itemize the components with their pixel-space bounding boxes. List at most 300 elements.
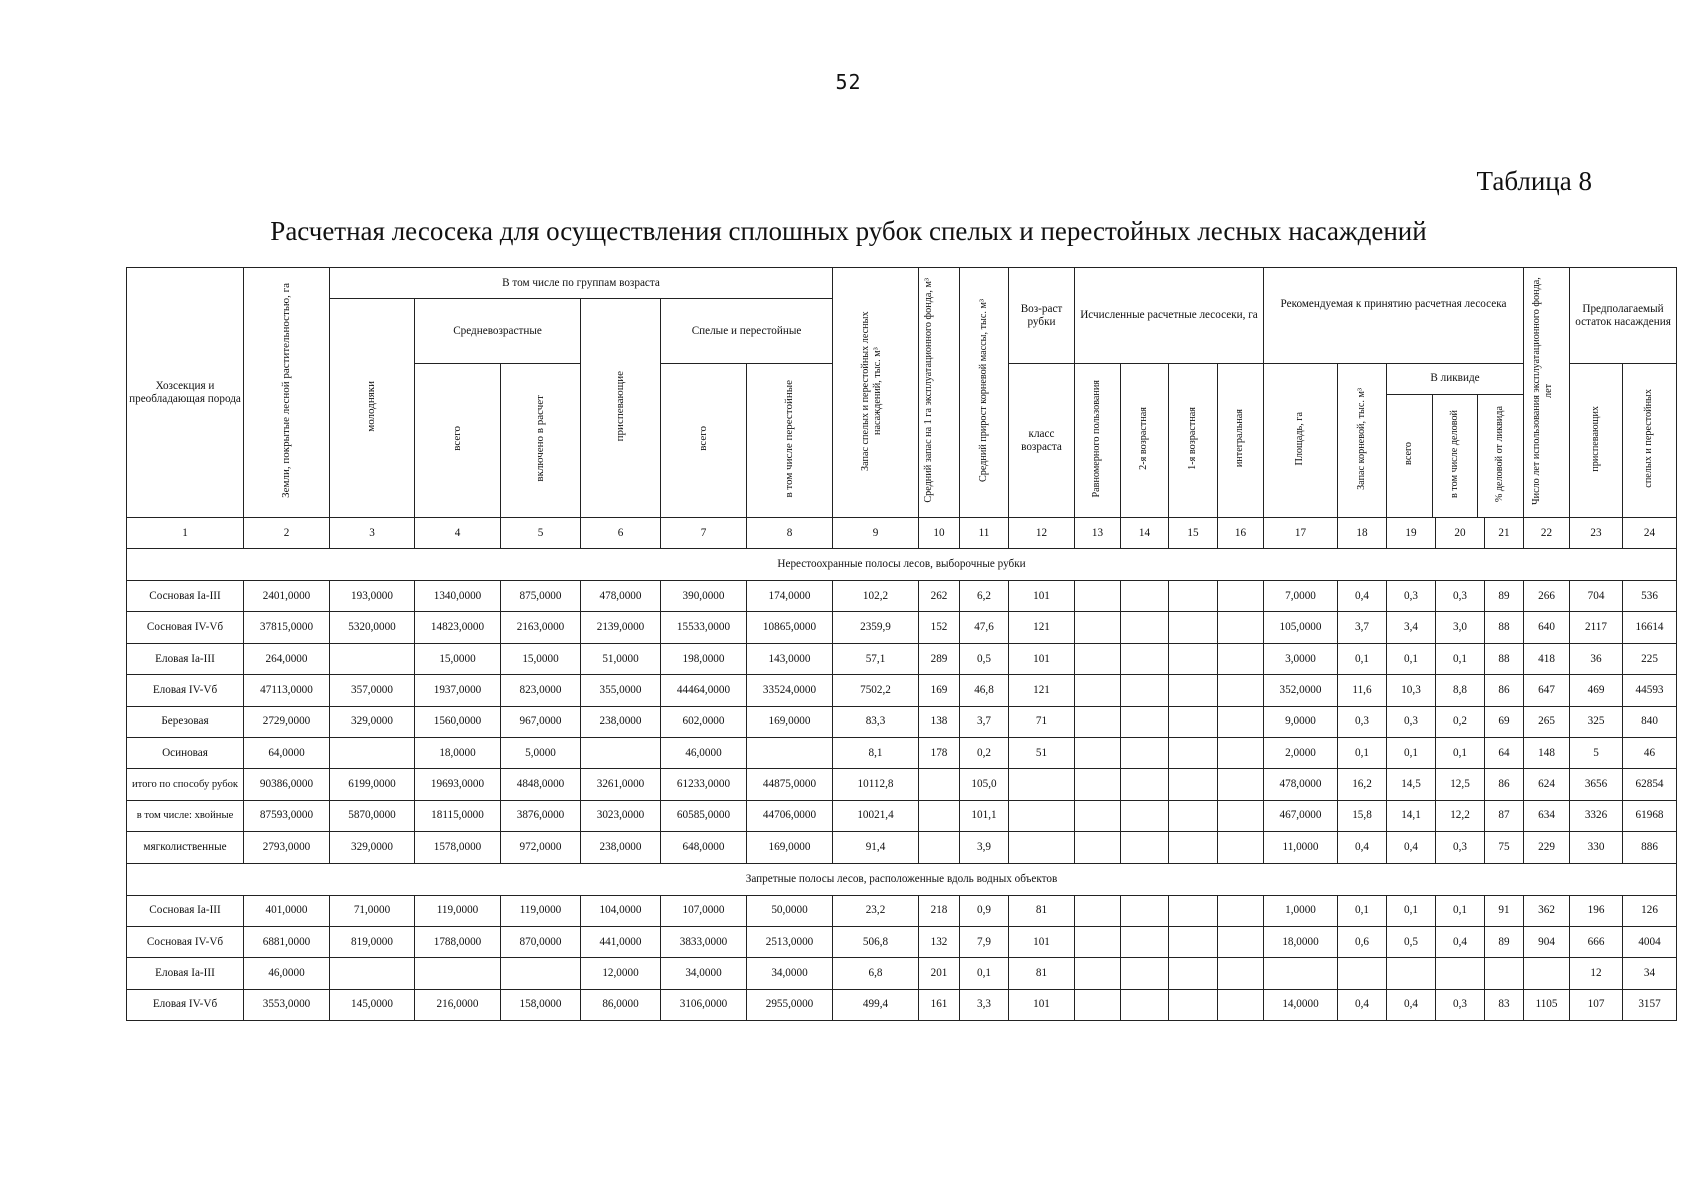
- table-cell: 2117: [1570, 612, 1623, 643]
- table-cell: 143,0000: [747, 643, 833, 674]
- header-young: молодняки: [330, 299, 415, 518]
- table-cell: [1436, 958, 1485, 989]
- table-cell: 14,0000: [1264, 989, 1338, 1020]
- table-cell: 46,0000: [244, 958, 330, 989]
- table-cell: 3023,0000: [581, 800, 661, 831]
- column-number: 17: [1264, 518, 1338, 549]
- table-cell: 101,1: [960, 800, 1009, 831]
- table-cell: 467,0000: [1264, 800, 1338, 831]
- table-cell: [1009, 800, 1075, 831]
- column-number: 16: [1218, 518, 1264, 549]
- table-cell: 3157: [1623, 989, 1677, 1020]
- table-row: [127, 737, 1677, 768]
- table-cell: 81: [1009, 958, 1075, 989]
- table-cell: 86: [1485, 675, 1524, 706]
- table-cell: [1121, 926, 1169, 957]
- table-cell: 14,5: [1387, 769, 1436, 800]
- table-cell: 5870,0000: [330, 800, 415, 831]
- table-cell: 7,9: [960, 926, 1009, 957]
- table-cell: 126: [1623, 895, 1677, 926]
- table-cell: 169,0000: [747, 706, 833, 737]
- table-cell: 602,0000: [661, 706, 747, 737]
- column-number: 1: [127, 518, 244, 549]
- table-cell: 0,1: [1387, 895, 1436, 926]
- table-cell: 174,0000: [747, 581, 833, 612]
- table-cell: 0,4: [1387, 832, 1436, 863]
- table-row: [127, 989, 1677, 1020]
- table-cell: 390,0000: [661, 581, 747, 612]
- table-cell: 666: [1570, 926, 1623, 957]
- header-recommended-cut: Рекомендуемая к принятию расчетная лесосека: [1264, 268, 1524, 364]
- row-label: в том числе: хвойные: [127, 800, 244, 831]
- header-avg-stock: Средний запас на 1 га эксплуатационного фонда, м³: [919, 268, 960, 518]
- table-cell: 5320,0000: [330, 612, 415, 643]
- table-cell: 51: [1009, 737, 1075, 768]
- table-cell: 6881,0000: [244, 926, 330, 957]
- header-business-percent: % деловой от ликвида: [1494, 405, 1506, 502]
- table-cell: 0,5: [960, 643, 1009, 674]
- row-label: Еловая Ia-III: [127, 643, 244, 674]
- table-cell: 238,0000: [581, 706, 661, 737]
- header-area: Площадь, га: [1264, 364, 1338, 518]
- table-cell: 86: [1485, 769, 1524, 800]
- table-cell: 225: [1623, 643, 1677, 674]
- table-cell: 11,6: [1338, 675, 1387, 706]
- table-cell: 401,0000: [244, 895, 330, 926]
- table-cell: 201: [919, 958, 960, 989]
- header-mature-stock: Запас спелых и перестойных лесных насаждений, тыс. м³: [833, 268, 919, 518]
- table-cell: 64,0000: [244, 737, 330, 768]
- row-label: Еловая IV-Vб: [127, 989, 244, 1020]
- table-cell: 87593,0000: [244, 800, 330, 831]
- felling-table: [126, 267, 1677, 1021]
- table-cell: [1075, 832, 1121, 863]
- header-age-groups: В том числе по группам возраста: [330, 268, 833, 299]
- table-cell: [1218, 769, 1264, 800]
- header-remainder-maturing: приспевающих: [1570, 364, 1623, 518]
- table-row: [127, 926, 1677, 957]
- table-cell: 0,1: [1436, 643, 1485, 674]
- table-cell: 132: [919, 926, 960, 957]
- table-cell: [1121, 800, 1169, 831]
- header-root-stock: Запас корневой, тыс. м³: [1338, 364, 1387, 518]
- table-cell: 218: [919, 895, 960, 926]
- column-numbers-row: [127, 518, 1677, 549]
- table-cell: 1340,0000: [415, 581, 501, 612]
- header-remainder: Предполагаемый остаток насаждения: [1570, 268, 1677, 364]
- header-farm-section: Хозсекция и преобладающая порода: [127, 268, 244, 518]
- table-cell: [1121, 737, 1169, 768]
- table-cell: [1218, 989, 1264, 1020]
- table-cell: 264,0000: [244, 643, 330, 674]
- table-cell: 69: [1485, 706, 1524, 737]
- document-title: Расчетная лесосека для осуществления сплошных рубок спелых и перестойных лесных насаждений: [270, 216, 1427, 246]
- table-cell: 0,4: [1338, 832, 1387, 863]
- row-label: Сосновая Ia-III: [127, 581, 244, 612]
- table-cell: 90386,0000: [244, 769, 330, 800]
- table-cell: 12: [1570, 958, 1623, 989]
- row-label: Еловая IV-Vб: [127, 675, 244, 706]
- table-cell: 16,2: [1338, 769, 1387, 800]
- table-cell: 81: [1009, 895, 1075, 926]
- table-cell: 158,0000: [501, 989, 581, 1020]
- table-cell: [1169, 737, 1218, 768]
- table-cell: 71: [1009, 706, 1075, 737]
- table-cell: 0,1: [1338, 737, 1387, 768]
- table-cell: 330: [1570, 832, 1623, 863]
- table-cell: 823,0000: [501, 675, 581, 706]
- table-cell: [330, 958, 415, 989]
- table-cell: 3261,0000: [581, 769, 661, 800]
- table-cell: [1218, 737, 1264, 768]
- table-cell: 967,0000: [501, 706, 581, 737]
- table-cell: 262: [919, 581, 960, 612]
- table-cell: 119,0000: [415, 895, 501, 926]
- table-cell: [1075, 989, 1121, 1020]
- table-cell: 47,6: [960, 612, 1009, 643]
- table-cell: 61968: [1623, 800, 1677, 831]
- table-cell: 647: [1524, 675, 1570, 706]
- table-cell: 2955,0000: [747, 989, 833, 1020]
- table-cell: [1218, 832, 1264, 863]
- table-cell: 469: [1570, 675, 1623, 706]
- table-cell: 0,4: [1338, 989, 1387, 1020]
- table-cell: [1075, 706, 1121, 737]
- table-cell: 229: [1524, 832, 1570, 863]
- table-cell: 34,0000: [747, 958, 833, 989]
- table-cell: 50,0000: [747, 895, 833, 926]
- table-cell: 840: [1623, 706, 1677, 737]
- table-cell: 34: [1623, 958, 1677, 989]
- table-cell: 704: [1570, 581, 1623, 612]
- table-row: [127, 581, 1677, 612]
- table-cell: 2729,0000: [244, 706, 330, 737]
- table-cell: 5,0000: [501, 737, 581, 768]
- table-cell: [1264, 958, 1338, 989]
- table-cell: 0,3: [1436, 989, 1485, 1020]
- header-liquid-total: всего: [1387, 394, 1432, 517]
- table-cell: 18,0000: [415, 737, 501, 768]
- column-number: 24: [1623, 518, 1677, 549]
- table-cell: [1009, 769, 1075, 800]
- table-cell: 640: [1524, 612, 1570, 643]
- table-cell: 329,0000: [330, 832, 415, 863]
- table-cell: 0,9: [960, 895, 1009, 926]
- header-integral: интегральная: [1218, 364, 1264, 518]
- table-cell: [1218, 675, 1264, 706]
- table-cell: [1075, 737, 1121, 768]
- table-cell: 83: [1485, 989, 1524, 1020]
- table-cell: 104,0000: [581, 895, 661, 926]
- table-cell: 119,0000: [501, 895, 581, 926]
- column-number: 22: [1524, 518, 1570, 549]
- table-cell: 121: [1009, 675, 1075, 706]
- table-cell: 266: [1524, 581, 1570, 612]
- table-cell: 9,0000: [1264, 706, 1338, 737]
- table-cell: 89: [1485, 581, 1524, 612]
- table-cell: 3,0: [1436, 612, 1485, 643]
- table-row: [127, 706, 1677, 737]
- table-cell: 178: [919, 737, 960, 768]
- section-title: Нерестоохранные полосы лесов, выборочные рубки: [127, 549, 1677, 581]
- column-number: 6: [581, 518, 661, 549]
- table-cell: 87: [1485, 800, 1524, 831]
- table-cell: 0,1: [1436, 895, 1485, 926]
- table-cell: 506,8: [833, 926, 919, 957]
- table-cell: 10112,8: [833, 769, 919, 800]
- table-cell: 0,2: [1436, 706, 1485, 737]
- table-cell: 44706,0000: [747, 800, 833, 831]
- table-cell: 14,1: [1387, 800, 1436, 831]
- table-cell: 37815,0000: [244, 612, 330, 643]
- table-cell: 3,7: [1338, 612, 1387, 643]
- table-cell: 2793,0000: [244, 832, 330, 863]
- table-cell: 6,2: [960, 581, 1009, 612]
- table-cell: [1218, 612, 1264, 643]
- row-label: мягколиственные: [127, 832, 244, 863]
- table-cell: 3876,0000: [501, 800, 581, 831]
- table-row: [127, 612, 1677, 643]
- table-cell: 169: [919, 675, 960, 706]
- table-cell: [1121, 958, 1169, 989]
- table-cell: 0,6: [1338, 926, 1387, 957]
- table-cell: [501, 958, 581, 989]
- table-cell: 8,1: [833, 737, 919, 768]
- row-label: Сосновая IV-Vб: [127, 926, 244, 957]
- table-cell: 14823,0000: [415, 612, 501, 643]
- table-cell: 1578,0000: [415, 832, 501, 863]
- table-row: [127, 832, 1677, 863]
- column-number: 19: [1387, 518, 1436, 549]
- header-uniform-use: Равномерного пользования: [1075, 364, 1121, 518]
- table-cell: [1485, 958, 1524, 989]
- table-row: [127, 895, 1677, 926]
- table-cell: 145,0000: [330, 989, 415, 1020]
- header-age-class: класс возраста: [1009, 364, 1075, 518]
- table-cell: 357,0000: [330, 675, 415, 706]
- table-cell: [1075, 958, 1121, 989]
- table-cell: [1075, 769, 1121, 800]
- table-cell: [1121, 581, 1169, 612]
- table-cell: [1121, 832, 1169, 863]
- table-row: [127, 769, 1677, 800]
- table-cell: 198,0000: [661, 643, 747, 674]
- column-number: 5: [501, 518, 581, 549]
- column-number: 18: [1338, 518, 1387, 549]
- table-cell: 2359,9: [833, 612, 919, 643]
- table-cell: 0,1: [1338, 643, 1387, 674]
- table-cell: [1075, 643, 1121, 674]
- table-cell: [747, 737, 833, 768]
- table-cell: 352,0000: [1264, 675, 1338, 706]
- table-cell: 0,3: [1338, 706, 1387, 737]
- table-cell: 362: [1524, 895, 1570, 926]
- table-cell: [1218, 800, 1264, 831]
- table-cell: 0,1: [960, 958, 1009, 989]
- table-cell: 4004: [1623, 926, 1677, 957]
- table-cell: 870,0000: [501, 926, 581, 957]
- table-cell: 441,0000: [581, 926, 661, 957]
- table-row: [127, 643, 1677, 674]
- table-cell: 3,3: [960, 989, 1009, 1020]
- table-cell: 57,1: [833, 643, 919, 674]
- table-cell: 478,0000: [1264, 769, 1338, 800]
- column-number: 9: [833, 518, 919, 549]
- column-number: 7: [661, 518, 747, 549]
- table-cell: [1169, 706, 1218, 737]
- column-number: 2: [244, 518, 330, 549]
- table-cell: 648,0000: [661, 832, 747, 863]
- table-cell: [1218, 895, 1264, 926]
- table-cell: [1169, 643, 1218, 674]
- table-cell: 91,4: [833, 832, 919, 863]
- column-number: 14: [1121, 518, 1169, 549]
- table-cell: [1121, 675, 1169, 706]
- column-number: 15: [1169, 518, 1218, 549]
- table-cell: 15,0000: [415, 643, 501, 674]
- table-cell: 0,3: [1436, 832, 1485, 863]
- header-avg-growth: Средний прирост корневой массы, тыс. м³: [960, 268, 1009, 518]
- header-forest-land: Земли, покрытые лесной растительностью, га: [244, 268, 330, 518]
- table-cell: 0,2: [960, 737, 1009, 768]
- table-cell: 47113,0000: [244, 675, 330, 706]
- table-cell: 105,0: [960, 769, 1009, 800]
- column-number: 13: [1075, 518, 1121, 549]
- table-cell: 161: [919, 989, 960, 1020]
- table-cell: 138: [919, 706, 960, 737]
- table-cell: 0,5: [1387, 926, 1436, 957]
- table-cell: [581, 737, 661, 768]
- table-cell: 2,0000: [1264, 737, 1338, 768]
- header-mature-total: всего: [661, 364, 747, 518]
- table-cell: 972,0000: [501, 832, 581, 863]
- table-cell: [1121, 769, 1169, 800]
- table-cell: [1009, 832, 1075, 863]
- table-cell: 1788,0000: [415, 926, 501, 957]
- table-cell: [1338, 958, 1387, 989]
- table-cell: 107: [1570, 989, 1623, 1020]
- table-cell: [1218, 958, 1264, 989]
- table-cell: 536: [1623, 581, 1677, 612]
- table-cell: 3833,0000: [661, 926, 747, 957]
- table-cell: 107,0000: [661, 895, 747, 926]
- table-cell: 18115,0000: [415, 800, 501, 831]
- table-cell: [415, 958, 501, 989]
- section-header-row: [127, 549, 1677, 581]
- header-middle-total: всего: [415, 364, 501, 518]
- table-cell: [1169, 581, 1218, 612]
- table-cell: [1121, 895, 1169, 926]
- header-first-age: 1-я возрастная: [1169, 364, 1218, 518]
- table-cell: 60585,0000: [661, 800, 747, 831]
- column-number: 23: [1570, 518, 1623, 549]
- table-cell: 2139,0000: [581, 612, 661, 643]
- row-label: Еловая Ia-III: [127, 958, 244, 989]
- table-cell: 51,0000: [581, 643, 661, 674]
- table-cell: 3553,0000: [244, 989, 330, 1020]
- table-cell: 2513,0000: [747, 926, 833, 957]
- table-cell: [1169, 832, 1218, 863]
- table-cell: 152: [919, 612, 960, 643]
- table-cell: [1121, 989, 1169, 1020]
- table-cell: 75: [1485, 832, 1524, 863]
- table-cell: 91: [1485, 895, 1524, 926]
- table-cell: [330, 737, 415, 768]
- header-years-of-use: Число лет использования эксплуатационного фонда, лет: [1524, 268, 1570, 518]
- table-cell: 875,0000: [501, 581, 581, 612]
- header-maturing: приспевающие: [581, 299, 661, 518]
- table-cell: 148: [1524, 737, 1570, 768]
- table-cell: 12,5: [1436, 769, 1485, 800]
- table-cell: 15533,0000: [661, 612, 747, 643]
- table-cell: 23,2: [833, 895, 919, 926]
- table-cell: [1387, 958, 1436, 989]
- liquid-subtable: [1387, 364, 1523, 517]
- table-cell: 121: [1009, 612, 1075, 643]
- table-cell: 3326: [1570, 800, 1623, 831]
- table-cell: 1,0000: [1264, 895, 1338, 926]
- table-cell: 7,0000: [1264, 581, 1338, 612]
- header-remainder-mature: спелых и перестойных: [1623, 364, 1677, 518]
- table-cell: [1218, 706, 1264, 737]
- table-cell: 15,0000: [501, 643, 581, 674]
- table-cell: 8,8: [1436, 675, 1485, 706]
- table-cell: [919, 832, 960, 863]
- table-cell: 101: [1009, 989, 1075, 1020]
- header-calculated-cuts: Исчисленные расчетные лесосеки, га: [1075, 268, 1264, 364]
- table-cell: [1075, 675, 1121, 706]
- table-cell: 3,0000: [1264, 643, 1338, 674]
- table-cell: [1218, 643, 1264, 674]
- table-cell: 64: [1485, 737, 1524, 768]
- table-cell: 0,1: [1387, 643, 1436, 674]
- table-cell: 0,3: [1436, 581, 1485, 612]
- column-number: 8: [747, 518, 833, 549]
- table-cell: [1169, 958, 1218, 989]
- table-cell: [1218, 926, 1264, 957]
- table-cell: 83,3: [833, 706, 919, 737]
- table-cell: [1121, 643, 1169, 674]
- table-cell: 10021,4: [833, 800, 919, 831]
- table-cell: 0,4: [1436, 926, 1485, 957]
- header-overmature: в том числе перестойные: [747, 364, 833, 518]
- table-cell: [1169, 675, 1218, 706]
- table-cell: [1075, 895, 1121, 926]
- table-cell: 61233,0000: [661, 769, 747, 800]
- table-cell: 1105: [1524, 989, 1570, 1020]
- table-cell: [1169, 769, 1218, 800]
- table-cell: 46,8: [960, 675, 1009, 706]
- table-cell: 88: [1485, 612, 1524, 643]
- table-cell: 7502,2: [833, 675, 919, 706]
- table-cell: 19693,0000: [415, 769, 501, 800]
- table-cell: 3,4: [1387, 612, 1436, 643]
- table-cell: 265: [1524, 706, 1570, 737]
- table-cell: 62854: [1623, 769, 1677, 800]
- table-cell: [919, 800, 960, 831]
- column-number: 3: [330, 518, 415, 549]
- header-second-age: 2-я возрастная: [1121, 364, 1169, 518]
- table-cell: 325: [1570, 706, 1623, 737]
- table-cell: [1169, 989, 1218, 1020]
- table-cell: 355,0000: [581, 675, 661, 706]
- table-cell: 0,1: [1436, 737, 1485, 768]
- column-number: 10: [919, 518, 960, 549]
- table-cell: 904: [1524, 926, 1570, 957]
- table-cell: 10,3: [1387, 675, 1436, 706]
- header-middle-aged: Средневозрастные: [415, 299, 581, 364]
- column-number: 4: [415, 518, 501, 549]
